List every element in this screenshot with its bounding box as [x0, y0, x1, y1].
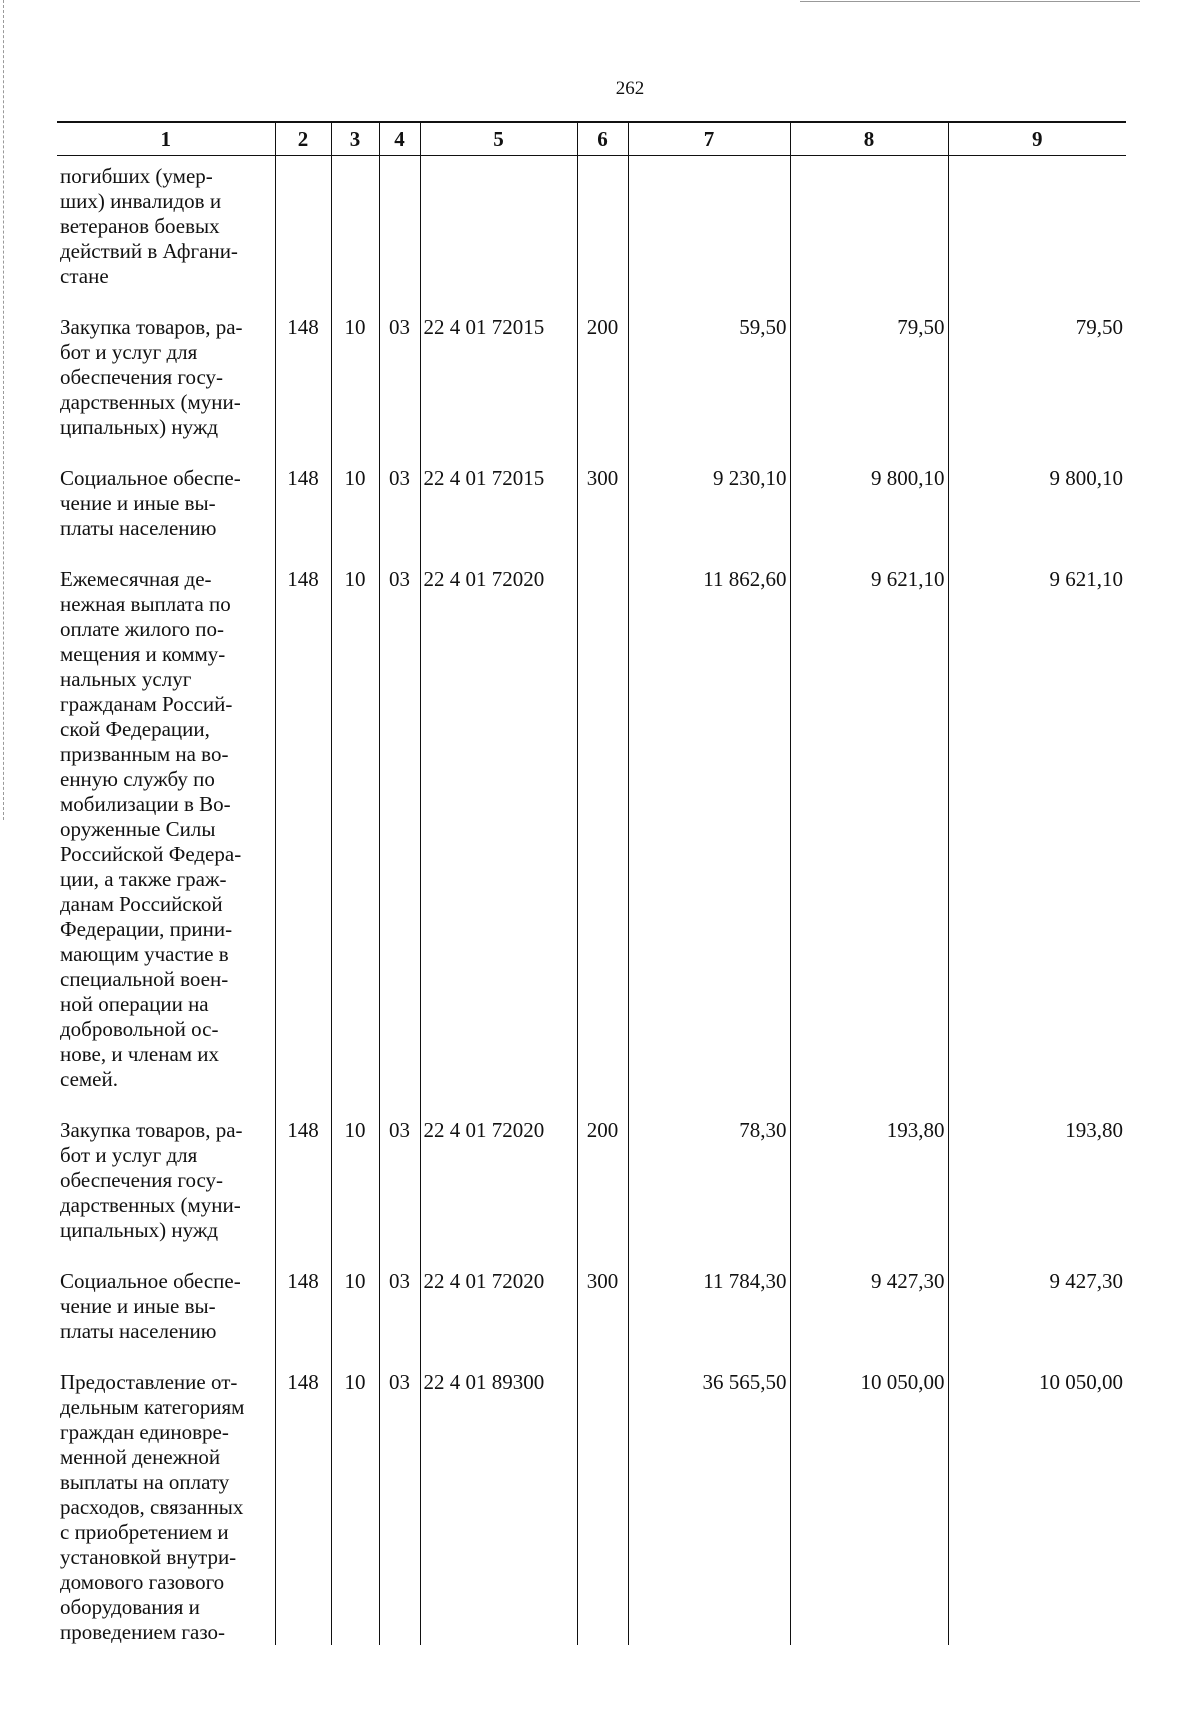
budget-table [57, 121, 1126, 1645]
cell-col-5: 22 4 01 72020 [420, 1259, 577, 1360]
header-col-8: 8 [790, 122, 948, 156]
cell-col-3 [331, 156, 379, 306]
table-row [57, 1108, 1126, 1259]
cell-col-3: 10 [331, 456, 379, 557]
cell-col-3: 10 [331, 1360, 379, 1645]
cell-col-8: 9 621,10 [790, 557, 948, 1108]
row-name: погибших (умер- ших) инвалидов и ветеранов боевых действий в Афгани- стане [57, 156, 275, 306]
scan-top-edge-line [800, 1, 1140, 2]
cell-col-8: 9 800,10 [790, 456, 948, 557]
cell-col-8 [790, 156, 948, 306]
table-row [57, 456, 1126, 557]
cell-col-8: 9 427,30 [790, 1259, 948, 1360]
header-col-7: 7 [628, 122, 790, 156]
table-row [57, 156, 1126, 306]
table-row [57, 305, 1126, 456]
binding-margin-line [3, 0, 4, 820]
header-col-5: 5 [420, 122, 577, 156]
cell-col-5: 22 4 01 72015 [420, 456, 577, 557]
cell-col-5: 22 4 01 72020 [420, 557, 577, 1108]
cell-col-6 [577, 1360, 628, 1645]
row-name: Закупка товаров, ра- бот и услуг для обеспечения госу- дарственных (муни- ципальных) нужд [57, 1108, 275, 1259]
row-name: Предоставление от- дельным категориям граждан единовре- менной денежной выплаты на оплату расходов, связанных с приобретением и установкой внутри- домового газового оборудования и проведением газо- [57, 1360, 275, 1645]
table-row [57, 1259, 1126, 1360]
cell-col-4: 03 [379, 557, 420, 1108]
cell-col-2 [275, 156, 331, 306]
header-row [57, 122, 1126, 156]
cell-col-7: 9 230,10 [628, 456, 790, 557]
cell-col-4 [379, 156, 420, 306]
cell-col-5: 22 4 01 89300 [420, 1360, 577, 1645]
header-col-6: 6 [577, 122, 628, 156]
row-name: Социальное обеспе- чение и иные вы- платы населению [57, 1259, 275, 1360]
table-row [57, 557, 1126, 1108]
cell-col-5: 22 4 01 72020 [420, 1108, 577, 1259]
cell-col-6 [577, 156, 628, 306]
header-col-9: 9 [948, 122, 1126, 156]
cell-col-7 [628, 156, 790, 306]
cell-col-9: 9 800,10 [948, 456, 1126, 557]
cell-col-3: 10 [331, 557, 379, 1108]
cell-col-8: 10 050,00 [790, 1360, 948, 1645]
cell-col-2: 148 [275, 305, 331, 456]
cell-col-7: 59,50 [628, 305, 790, 456]
cell-col-7: 11 862,60 [628, 557, 790, 1108]
cell-col-2: 148 [275, 1360, 331, 1645]
header-col-4: 4 [379, 122, 420, 156]
cell-col-6: 200 [577, 305, 628, 456]
cell-col-3: 10 [331, 1108, 379, 1259]
cell-col-4: 03 [379, 456, 420, 557]
cell-col-9 [948, 156, 1126, 306]
cell-col-8: 79,50 [790, 305, 948, 456]
cell-col-4: 03 [379, 1108, 420, 1259]
cell-col-4: 03 [379, 1259, 420, 1360]
row-name: Социальное обеспе- чение и иные вы- платы населению [57, 456, 275, 557]
cell-col-7: 36 565,50 [628, 1360, 790, 1645]
cell-col-3: 10 [331, 305, 379, 456]
table-row [57, 1360, 1126, 1645]
cell-col-9: 9 621,10 [948, 557, 1126, 1108]
header-col-2: 2 [275, 122, 331, 156]
header-col-3: 3 [331, 122, 379, 156]
cell-col-9: 193,80 [948, 1108, 1126, 1259]
cell-col-2: 148 [275, 456, 331, 557]
cell-col-6: 300 [577, 1259, 628, 1360]
header-col-1: 1 [57, 122, 275, 156]
cell-col-4: 03 [379, 1360, 420, 1645]
cell-col-9: 79,50 [948, 305, 1126, 456]
cell-col-9: 10 050,00 [948, 1360, 1126, 1645]
row-name: Ежемесячная де- нежная выплата по оплате жилого по- мещения и комму- нальных услуг гражданам Россий- ской Федерации, призванным на во- енную службу по мобилизации в Во- оруженные Силы Российской Федера- ции, а также граж- данам Российской Федерации, прини- мающим участие в специальной воен- ной операции на добровольной ос- нове, и членам их семей. [57, 557, 275, 1108]
page-number: 262 [615, 78, 645, 99]
cell-col-3: 10 [331, 1259, 379, 1360]
cell-col-6: 300 [577, 456, 628, 557]
cell-col-9: 9 427,30 [948, 1259, 1126, 1360]
cell-col-2: 148 [275, 1108, 331, 1259]
cell-col-7: 11 784,30 [628, 1259, 790, 1360]
cell-col-6 [577, 557, 628, 1108]
cell-col-5 [420, 156, 577, 306]
cell-col-4: 03 [379, 305, 420, 456]
row-name: Закупка товаров, ра- бот и услуг для обеспечения госу- дарственных (муни- ципальных) нужд [57, 305, 275, 456]
cell-col-7: 78,30 [628, 1108, 790, 1259]
cell-col-2: 148 [275, 557, 331, 1108]
cell-col-5: 22 4 01 72015 [420, 305, 577, 456]
cell-col-8: 193,80 [790, 1108, 948, 1259]
cell-col-6: 200 [577, 1108, 628, 1259]
cell-col-2: 148 [275, 1259, 331, 1360]
